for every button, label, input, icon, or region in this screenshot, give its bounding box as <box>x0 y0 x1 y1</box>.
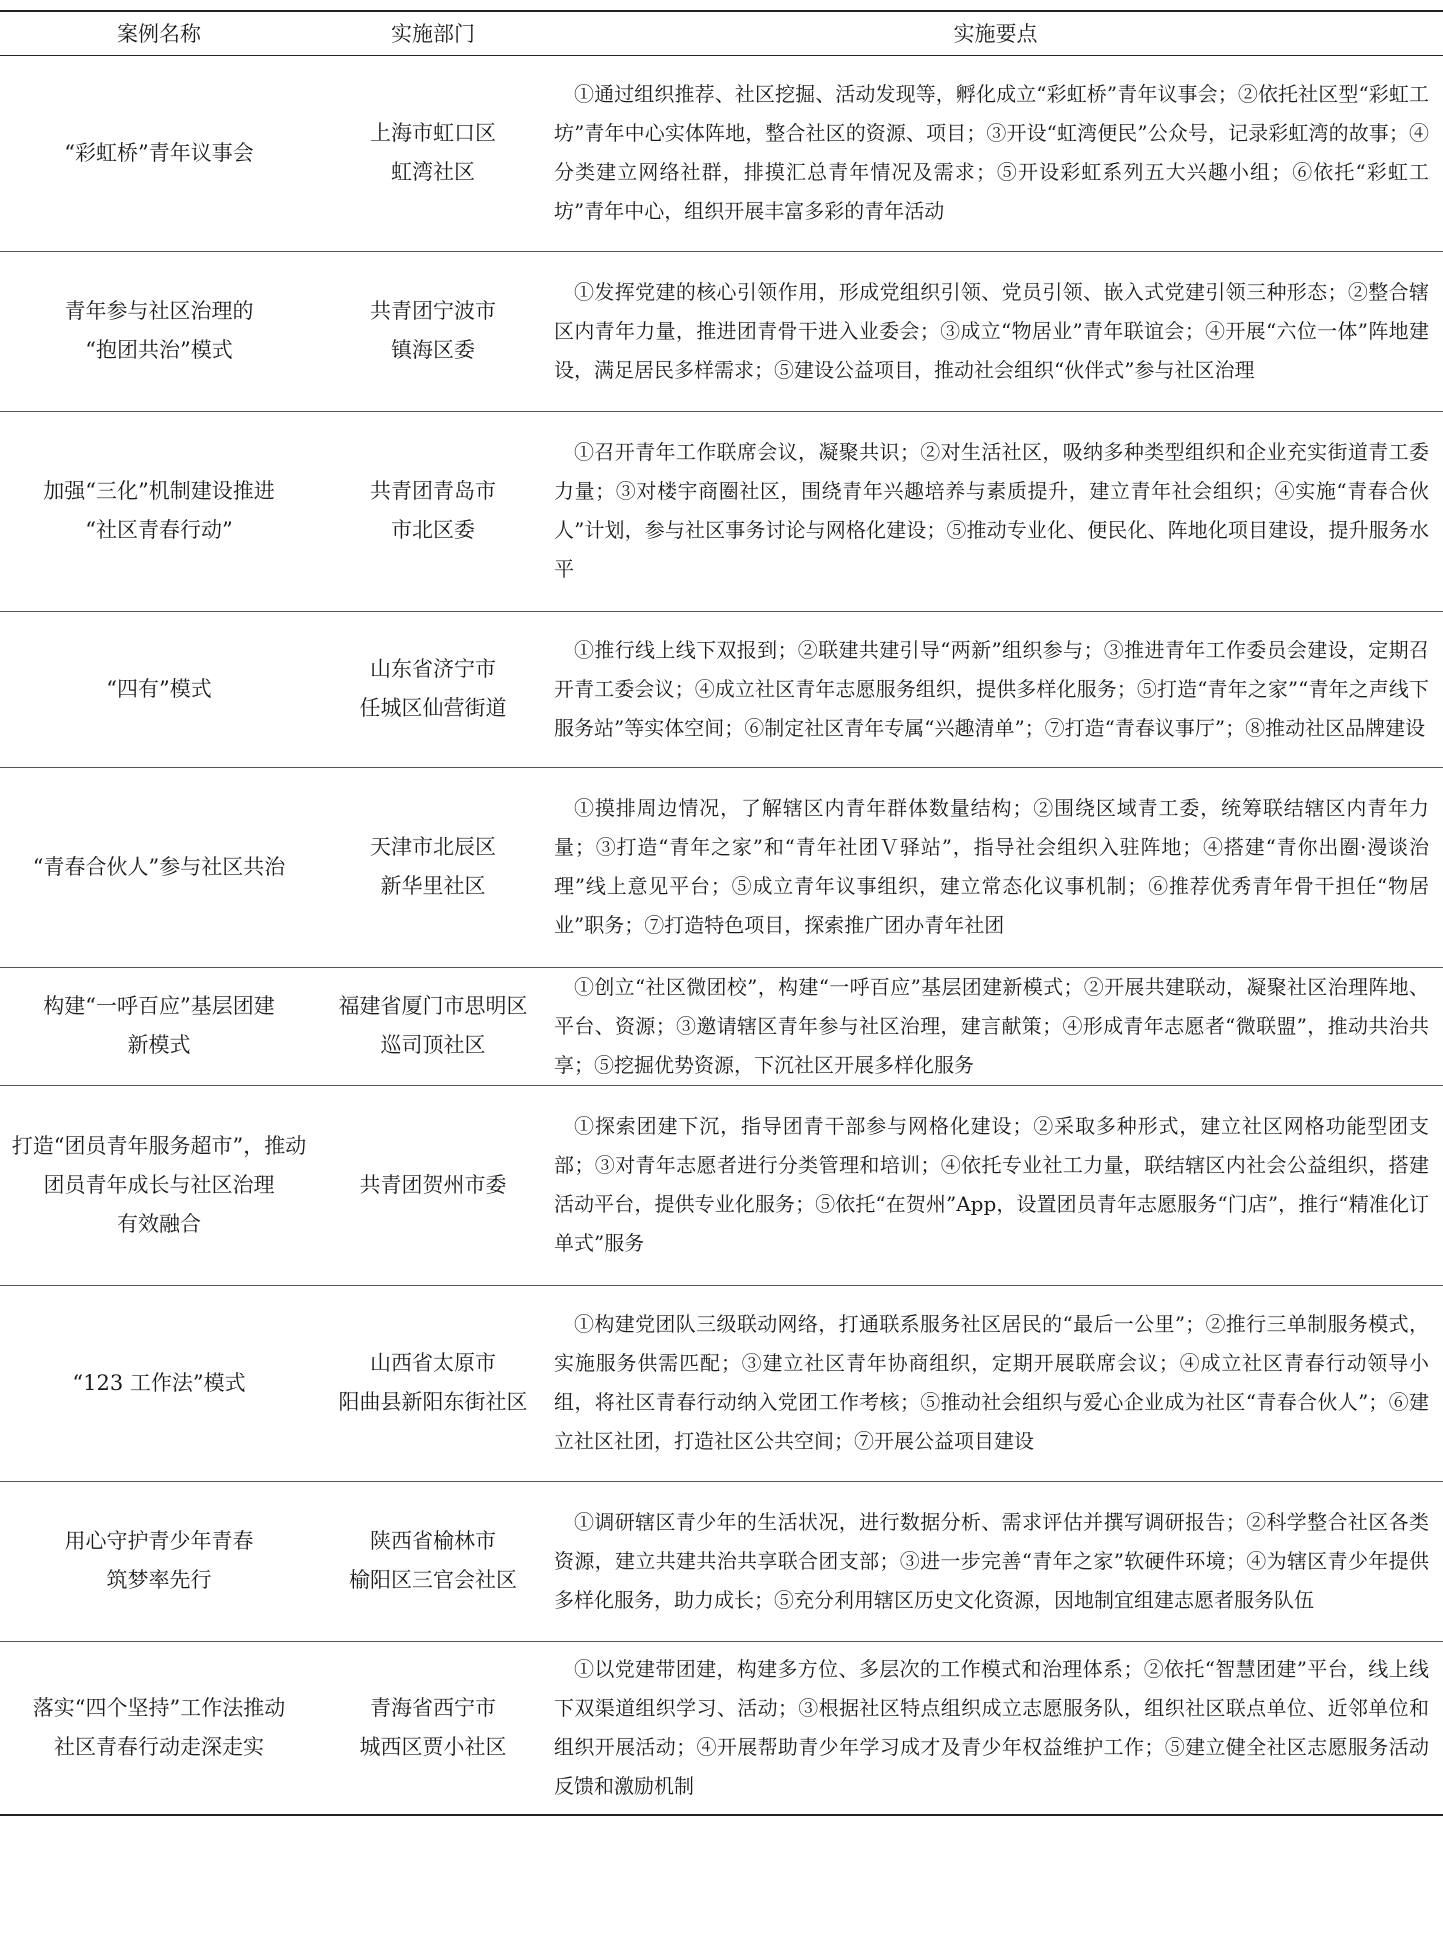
table-row <box>0 411 1443 611</box>
department-line: 上海市虹口区 <box>370 121 496 145</box>
department-line: 巡司顶社区 <box>380 1033 486 1057</box>
table-row <box>0 967 1443 1085</box>
case-name-line: 青年参与社区治理的 <box>64 299 254 323</box>
case-name-cell <box>0 1085 318 1285</box>
department-cell <box>318 1285 548 1481</box>
case-name-cell <box>0 767 318 967</box>
key-points-cell <box>548 611 1443 767</box>
case-name-line: 团员青年成长与社区治理 <box>43 1172 275 1197</box>
case-name-line: 落实“四个坚持”工作法推动 <box>32 1695 286 1720</box>
key-points-text: ①摸排周边情况，了解辖区内青年群体数量结构；②围绕区域青工委，统筹联结辖区内青年力量；③打造“青年之家”和“青年社团Ｖ驿站”，指导社会组织入驻阵地；④搭建“青你出圈·漫谈治理”线上意见平台；⑤成立青年议事组织，建立常态化议事机制；⑥推荐优秀青年骨干担任“物居业”职务；⑦打造特色项目，探索推广团办青年社团 <box>554 796 1429 937</box>
table-row <box>0 1481 1443 1641</box>
department-line: 榆阳区三官会社区 <box>349 1568 517 1592</box>
case-name-line: “彩虹桥”青年议事会 <box>64 140 254 165</box>
case-name-cell <box>0 411 318 611</box>
department-cell <box>318 1085 548 1285</box>
department-line: 虹湾社区 <box>391 160 475 184</box>
department-line: 山西省太原市 <box>370 1351 496 1375</box>
department-cell <box>318 967 548 1085</box>
department-cell <box>318 55 548 251</box>
key-points-text: ①以党建带团建，构建多方位、多层次的工作模式和治理体系；②依托“智慧团建”平台，线上线下双渠道组织学习、活动；③根据社区特点组织成立志愿服务队，组织社区联点单位、近邻单位和组织开展活动；④开展帮助青少年学习成才及青少年权益维护工作；⑤建立健全社区志愿服务活动反馈和激励机制 <box>554 1656 1429 1798</box>
department-line: 阳曲县新阳东街社区 <box>338 1390 528 1414</box>
case-name-line: “四有”模式 <box>106 676 212 701</box>
key-points-cell <box>548 411 1443 611</box>
key-points-cell <box>548 1085 1443 1285</box>
department-line: 陕西省榆林市 <box>370 1529 496 1553</box>
case-name-cell <box>0 611 318 767</box>
case-name-cell <box>0 967 318 1085</box>
case-name-line: 筑梦率先行 <box>106 1568 212 1592</box>
case-name-line: 用心守护青少年青春 <box>64 1529 254 1553</box>
case-name-line: “青春合伙人”参与社区共治 <box>32 854 286 879</box>
key-points-cell <box>548 1285 1443 1481</box>
header-department: 实施部门 <box>318 11 548 55</box>
case-name-cell <box>0 55 318 251</box>
case-name-line: “抱团共治”模式 <box>85 338 233 362</box>
department-line: 天津市北辰区 <box>370 835 496 859</box>
department-line: 城西区贾小社区 <box>359 1734 507 1759</box>
case-name-line: “123 工作法”模式 <box>72 1370 246 1395</box>
department-cell <box>318 1641 548 1815</box>
department-cell <box>318 767 548 967</box>
department-cell <box>318 251 548 411</box>
header-case-name: 案例名称 <box>0 11 318 55</box>
key-points-text: ①召开青年工作联席会议，凝聚共识；②对生活社区，吸纳多种类型组织和企业充实街道青工委力量；③对楼宇商圈社区，围绕青年兴趣培养与素质提升，建立青年社会组织；④实施“青春合伙人”计划，参与社区事务讨论与网格化建设；⑤推动专业化、便民化、阵地化项目建设，提升服务水平 <box>554 440 1429 581</box>
key-points-cell <box>548 767 1443 967</box>
department-cell <box>318 1481 548 1641</box>
key-points-text: ①发挥党建的核心引领作用，形成党组织引领、党员引领、嵌入式党建引领三种形态；②整合辖区内青年力量，推进团青骨干进入业委会；③成立“物居业”青年联谊会；④开展“六位一体”阵地建设，满足居民多样需求；⑤建设公益项目，推动社会组织“伙伴式”参与社区治理 <box>554 279 1429 382</box>
department-line: 山东省济宁市 <box>370 657 496 681</box>
case-name-line: 打造“团员青年服务超市”，推动 <box>11 1133 307 1158</box>
case-name-line: 社区青春行动走深走实 <box>54 1734 264 1759</box>
case-name-line: 构建“一呼百应”基层团建 <box>43 994 275 1018</box>
table-row <box>0 251 1443 411</box>
table-body <box>0 55 1443 1815</box>
key-points-text: ①推行线上线下双报到；②联建共建引导“两新”组织参与；③推进青年工作委员会建设，定期召开青工委会议；④成立社区青年志愿服务组织，提供多样化服务；⑤打造“青年之家”“青年之声线下服务站”等实体空间；⑥制定社区青年专属“兴趣清单”；⑦打造“青春议事厅”；⑧推动社区品牌建设 <box>554 637 1429 740</box>
case-name-cell <box>0 1641 318 1815</box>
case-name-cell <box>0 1285 318 1481</box>
case-table <box>0 10 1443 1816</box>
department-line: 福建省厦门市思明区 <box>338 994 528 1018</box>
department-line: 任城区仙营街道 <box>359 696 507 720</box>
table-row <box>0 55 1443 251</box>
key-points-cell <box>548 967 1443 1085</box>
key-points-cell <box>548 1641 1443 1815</box>
key-points-text: ①构建党团队三级联动网络，打通联系服务社区居民的“最后一公里”；②推行三单制服务模式，实施服务供需匹配；③建立社区青年协商组织，定期开展联席会议；④成立社区青春行动领导小组，将社区青春行动纳入党团工作考核；⑤推动社会组织与爱心企业成为社区“青春合伙人”；⑥建立社区社团，打造社区公共空间；⑦开展公益项目建设 <box>554 1312 1429 1453</box>
table-row <box>0 1641 1443 1815</box>
department-line: 镇海区委 <box>391 338 475 362</box>
table-row <box>0 767 1443 967</box>
department-line: 共青团宁波市 <box>370 299 496 323</box>
department-line: 市北区委 <box>391 518 475 542</box>
department-line: 新华里社区 <box>380 874 486 898</box>
case-name-line: 新模式 <box>127 1033 191 1057</box>
department-line: 共青团贺州市委 <box>359 1172 507 1197</box>
key-points-cell <box>548 55 1443 251</box>
key-points-text: ①探索团建下沉，指导团青干部参与网格化建设；②采取多种形式，建立社区网格功能型团支部；③对青年志愿者进行分类管理和培训；④依托专业社工力量，联结辖区内社会公益组织，搭建活动平台，提供专业化服务；⑤依托“在贺州”App，设置团员青年志愿服务“门店”，推行“精准化订单式”服务 <box>554 1114 1429 1255</box>
department-line: 青海省西宁市 <box>370 1695 496 1720</box>
table-header-row <box>0 11 1443 55</box>
table-row <box>0 1285 1443 1481</box>
key-points-text: ①通过组织推荐、社区挖掘、活动发现等，孵化成立“彩虹桥”青年议事会；②依托社区型“彩虹工坊”青年中心实体阵地，整合社区的资源、项目；③开设“虹湾便民”公众号，记录彩虹湾的故事；④分类建立网络社群，排摸汇总青年情况及需求；⑤开设彩虹系列五大兴趣小组；⑥依托“彩虹工坊”青年中心，组织开展丰富多彩的青年活动 <box>554 82 1429 223</box>
key-points-cell <box>548 251 1443 411</box>
case-name-cell <box>0 1481 318 1641</box>
table-row <box>0 1085 1443 1285</box>
department-cell <box>318 411 548 611</box>
table-row <box>0 611 1443 767</box>
department-line: 共青团青岛市 <box>370 479 496 503</box>
header-key-points: 实施要点 <box>548 11 1443 55</box>
key-points-text: ①调研辖区青少年的生活状况，进行数据分析、需求评估并撰写调研报告；②科学整合社区各类资源，建立共建共治共享联合团支部；③进一步完善“青年之家”软硬件环境；④为辖区青少年提供多样化服务，助力成长；⑤充分利用辖区历史文化资源，因地制宜组建志愿者服务队伍 <box>554 1509 1429 1612</box>
case-name-line: “社区青春行动” <box>85 518 233 542</box>
department-cell <box>318 611 548 767</box>
key-points-cell <box>548 1481 1443 1641</box>
case-name-line: 有效融合 <box>117 1211 201 1236</box>
case-name-line: 加强“三化”机制建设推进 <box>43 479 275 503</box>
case-name-cell <box>0 251 318 411</box>
key-points-text: ①创立“社区微团校”，构建“一呼百应”基层团建新模式；②开展共建联动，凝聚社区治理阵地、平台、资源；③邀请辖区青年参与社区治理，建言献策；④形成青年志愿者“微联盟”，推动共治共享；⑤挖掘优势资源，下沉社区开展多样化服务 <box>554 974 1429 1077</box>
